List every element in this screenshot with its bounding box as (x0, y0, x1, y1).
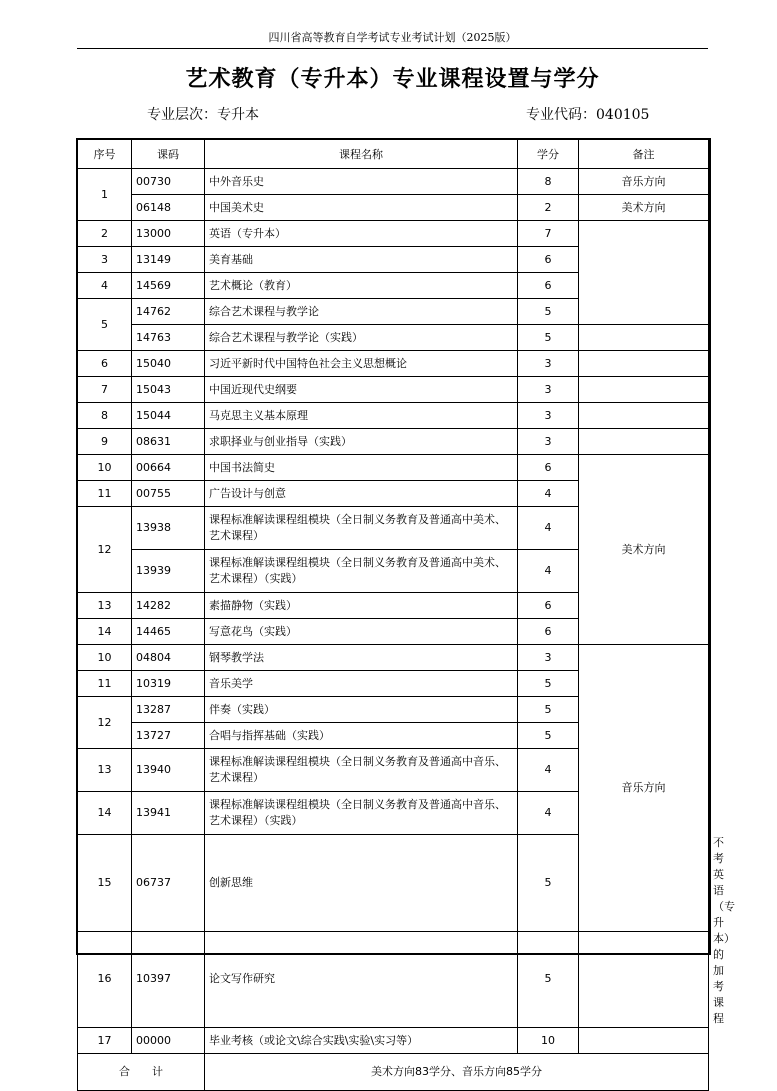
credit-cell: 5 (518, 325, 579, 351)
note-cell-empty (579, 429, 709, 455)
code-cell: 13939 (132, 550, 205, 593)
name-cell: 毕业考核（或论文\综合实践\实验\实习等） (205, 1028, 518, 1054)
table-row: 15 06737 创新思维 5 不考英语（专升本）的加考课程 (78, 835, 709, 932)
column-header-note: 备注 (579, 140, 709, 169)
name-cell: 美育基础 (205, 247, 518, 273)
code-cell: 15043 (132, 377, 205, 403)
credit-cell: 4 (518, 749, 579, 792)
credit-cell: 4 (518, 507, 579, 550)
table-row (78, 377, 709, 403)
credit-cell: 4 (518, 792, 579, 835)
seq-cell: 13 (78, 593, 132, 619)
name-cell: 课程标准解读课程组模块（全日制义务教育及普通高中美术、艺术课程）（实践） (205, 550, 518, 593)
credit-cell: 10 (518, 1028, 579, 1054)
table-row (78, 325, 709, 351)
column-header-credit: 学分 (518, 140, 579, 169)
seq-cell: 3 (78, 247, 132, 273)
note-cell-empty (579, 1028, 709, 1054)
seq-cell: 11 (78, 481, 132, 507)
credit-cell: 3 (518, 377, 579, 403)
code-cell: 13149 (132, 247, 205, 273)
note-cell: 美术方向 (579, 195, 709, 221)
code-cell: 14762 (132, 299, 205, 325)
column-header-name: 课程名称 (205, 140, 518, 169)
code-cell: 14763 (132, 325, 205, 351)
name-cell: 课程标准解读课程组模块（全日制义务教育及普通高中音乐、艺术课程）（实践） (205, 792, 518, 835)
code-cell: 13938 (132, 507, 205, 550)
document-header: 四川省高等教育自学考试专业考试计划（2025版） (77, 28, 708, 49)
name-cell: 综合艺术课程与教学论（实践） (205, 325, 518, 351)
table-row (78, 1028, 709, 1054)
name-cell: 合唱与指挥基础（实践） (205, 723, 518, 749)
name-cell: 课程标准解读课程组模块（全日制义务教育及普通高中音乐、艺术课程） (205, 749, 518, 792)
table-row (78, 221, 709, 247)
table-row (78, 931, 709, 1028)
code-cell: 15040 (132, 351, 205, 377)
table-row (78, 351, 709, 377)
name-cell: 中外音乐史 (205, 169, 518, 195)
credit-cell: 6 (518, 619, 579, 645)
code-cell: 08631 (132, 429, 205, 455)
credit-cell: 5 (518, 697, 579, 723)
table-row (78, 169, 709, 195)
page-title: 艺术教育（专升本）专业课程设置与学分 (185, 66, 600, 92)
credit-cell: 7 (518, 221, 579, 247)
code-cell: 10397 (132, 931, 205, 1028)
table-row (78, 403, 709, 429)
note-cell: 音乐方向 (579, 169, 709, 195)
code-cell: 14569 (132, 273, 205, 299)
code-cell: 13727 (132, 723, 205, 749)
credit-cell: 5 (518, 723, 579, 749)
name-cell: 写意花鸟（实践） (205, 619, 518, 645)
seq-cell: 1 (78, 169, 132, 221)
name-cell: 中国书法简史 (205, 455, 518, 481)
seq-cell: 8 (78, 403, 132, 429)
seq-cell: 10 (78, 645, 132, 671)
note-cell-empty (579, 377, 709, 403)
seq-cell: 4 (78, 273, 132, 299)
credit-cell: 8 (518, 169, 579, 195)
seq-cell: 2 (78, 221, 132, 247)
name-cell: 综合艺术课程与教学论 (205, 299, 518, 325)
seq-cell: 10 (78, 455, 132, 481)
note-cell-art-direction: 美术方向 (579, 455, 709, 645)
table-row (78, 429, 709, 455)
credit-cell: 6 (518, 273, 579, 299)
table-row (78, 455, 709, 481)
credit-cell: 6 (518, 455, 579, 481)
seq-cell: 12 (78, 507, 132, 593)
total-label: 合 计 (78, 1054, 205, 1091)
note-cell-empty (579, 221, 709, 325)
name-cell: 伴奏（实践） (205, 697, 518, 723)
total-value: 美术方向83学分、音乐方向85学分 (205, 1054, 709, 1091)
code-cell: 00730 (132, 169, 205, 195)
seq-cell: 12 (78, 697, 132, 749)
seq-cell: 17 (78, 1028, 132, 1054)
note-cell-music-direction: 音乐方向 (579, 645, 709, 932)
table-row (78, 195, 709, 221)
code-cell: 04804 (132, 645, 205, 671)
name-cell: 艺术概论（教育） (205, 273, 518, 299)
table-row (78, 645, 709, 671)
credit-cell: 5 (518, 671, 579, 697)
name-cell: 马克思主义基本原理 (205, 403, 518, 429)
seq-cell: 6 (78, 351, 132, 377)
major-code: 专业代码：040105 (526, 107, 650, 123)
seq-cell: 13 (78, 749, 132, 792)
seq-cell: 9 (78, 429, 132, 455)
code-cell: 15044 (132, 403, 205, 429)
code-cell: 13000 (132, 221, 205, 247)
credit-cell: 5 (518, 931, 579, 1028)
name-cell: 中国近现代史纲要 (205, 377, 518, 403)
column-header-code: 课码 (132, 140, 205, 169)
credit-cell: 3 (518, 351, 579, 377)
code-cell: 14465 (132, 619, 205, 645)
credit-cell: 6 (518, 593, 579, 619)
column-header-seq: 序号 (78, 140, 132, 169)
code-cell: 13941 (132, 792, 205, 835)
code-cell: 13940 (132, 749, 205, 792)
credit-cell: 2 (518, 195, 579, 221)
code-cell: 00755 (132, 481, 205, 507)
name-cell: 钢琴教学法 (205, 645, 518, 671)
credit-cell: 3 (518, 645, 579, 671)
seq-cell: 11 (78, 671, 132, 697)
name-cell: 中国美术史 (205, 195, 518, 221)
table-header-row (78, 140, 709, 169)
name-cell: 求职择业与创业指导（实践） (205, 429, 518, 455)
code-cell: 14282 (132, 593, 205, 619)
seq-cell: 5 (78, 299, 132, 351)
name-cell: 课程标准解读课程组模块（全日制义务教育及普通高中美术、艺术课程） (205, 507, 518, 550)
seq-cell: 7 (78, 377, 132, 403)
credit-cell: 4 (518, 481, 579, 507)
name-cell: 音乐美学 (205, 671, 518, 697)
name-cell: 英语（专升本） (205, 221, 518, 247)
credit-cell: 5 (518, 299, 579, 325)
seq-cell: 14 (78, 619, 132, 645)
name-cell: 广告设计与创意 (205, 481, 518, 507)
note-cell-empty (579, 325, 709, 351)
code-cell: 10319 (132, 671, 205, 697)
note-cell-empty (579, 351, 709, 377)
code-cell: 13287 (132, 697, 205, 723)
code-cell: 00000 (132, 1028, 205, 1054)
seq-cell: 16 (78, 931, 132, 1028)
name-cell: 习近平新时代中国特色社会主义思想概论 (205, 351, 518, 377)
total-row (78, 1054, 709, 1091)
code-cell: 00664 (132, 455, 205, 481)
credit-cell: 6 (518, 247, 579, 273)
name-cell: 论文写作研究 (205, 931, 518, 1028)
name-cell: 素描静物（实践） (205, 593, 518, 619)
code-cell: 06737 (132, 835, 205, 932)
seq-cell: 15 (78, 835, 132, 932)
credit-cell: 3 (518, 403, 579, 429)
code-cell: 06148 (132, 195, 205, 221)
major-level: 专业层次：专升本 (147, 107, 259, 123)
seq-cell: 14 (78, 792, 132, 835)
credit-cell: 4 (518, 550, 579, 593)
note-cell-empty (579, 403, 709, 429)
course-table (77, 139, 735, 1091)
name-cell: 创新思维 (205, 835, 518, 932)
credit-cell: 5 (518, 835, 579, 932)
credit-cell: 3 (518, 429, 579, 455)
